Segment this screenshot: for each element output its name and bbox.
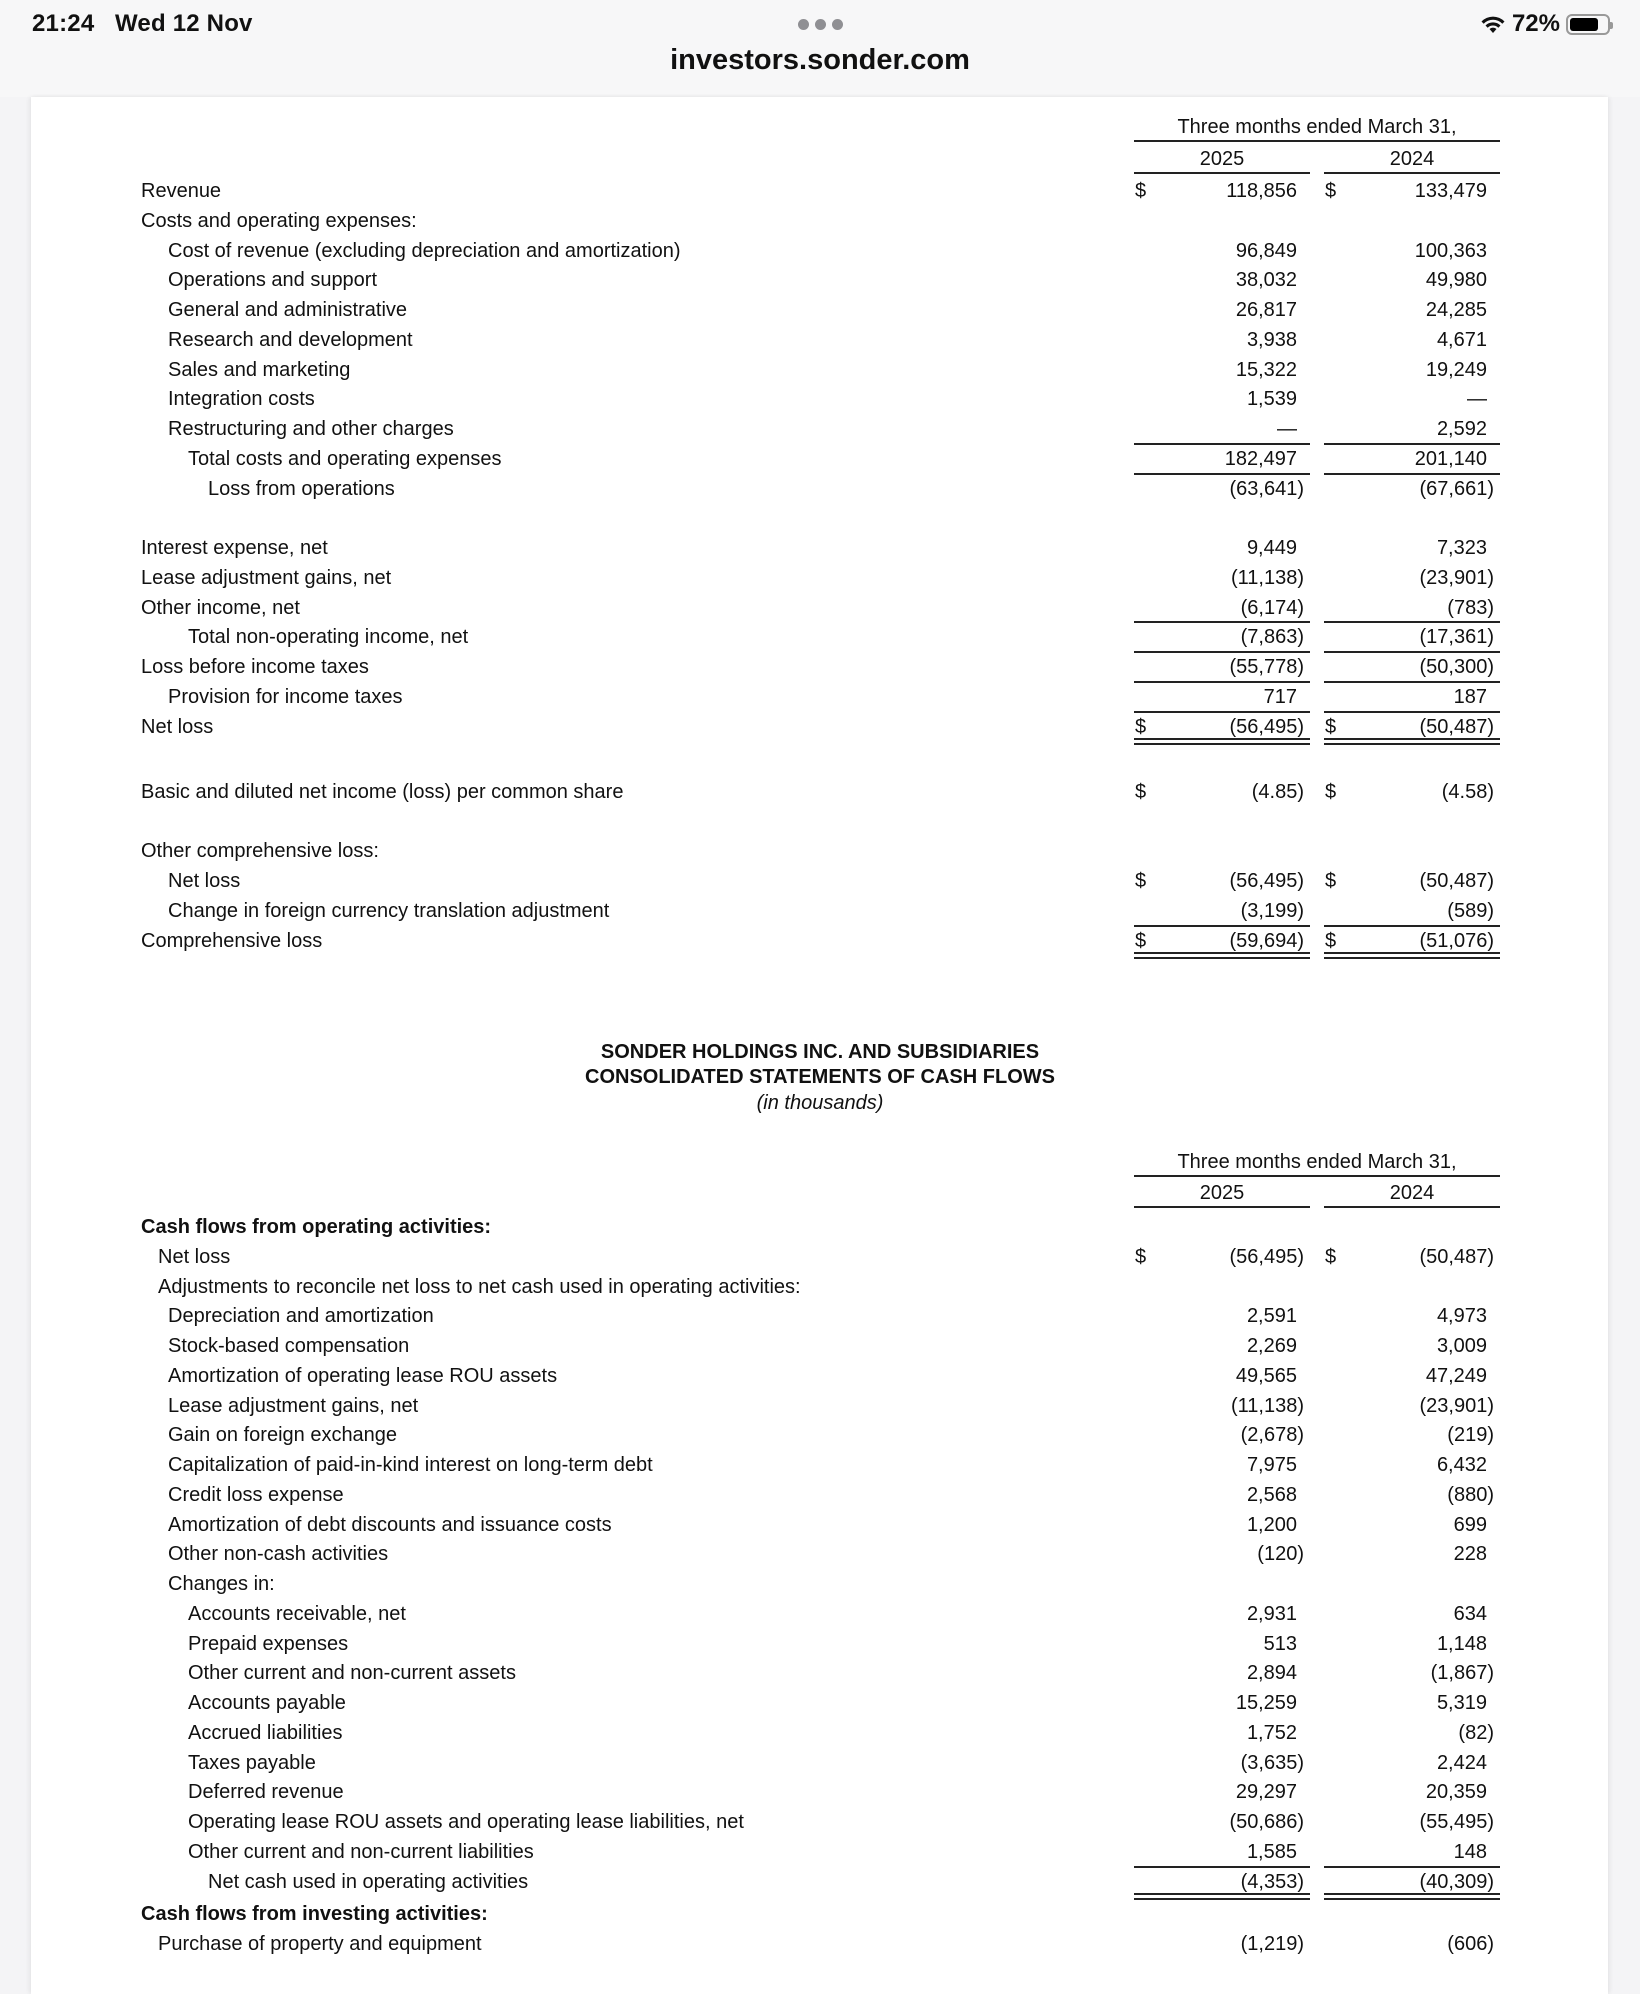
cash-period-header: Three months ended March 31,	[1177, 1151, 1457, 1173]
value-2025: 182,497	[1224, 447, 1297, 470]
row-label: Stock-based compensation	[168, 1335, 410, 1357]
value-2024: 4,973	[1436, 1305, 1487, 1328]
value-2025: (50,686)	[1229, 1811, 1304, 1833]
value-2024: 7,323	[1436, 537, 1487, 559]
row-label: Prepaid expenses	[188, 1632, 349, 1655]
currency-symbol: $	[1325, 180, 1337, 202]
value-2025: 15,322	[1235, 358, 1297, 381]
cash-year-2025: 2025	[1199, 1182, 1245, 1204]
value-2025: 2,269	[1246, 1335, 1297, 1357]
value-2024: (51,076)	[1419, 929, 1494, 952]
table-row	[0, 1930, 1640, 1958]
row-label: Research and development	[168, 328, 413, 351]
date: Wed 12 Nov	[115, 10, 253, 37]
row-label: Purchase of property and equipment	[158, 1932, 482, 1955]
table-row	[0, 534, 1640, 562]
value-2025: (63,641)	[1229, 477, 1304, 500]
units-subtitle: (in thousands)	[756, 1092, 884, 1114]
currency-symbol: $	[1325, 1245, 1337, 1268]
row-label: Loss from operations	[208, 477, 395, 500]
currency-symbol: $	[1325, 870, 1337, 893]
value-2025: (56,495)	[1229, 715, 1304, 738]
underline	[1324, 473, 1500, 475]
row-label: Other current and non-current assets	[188, 1662, 516, 1685]
row-label: Net loss	[168, 870, 241, 893]
row-label: Capitalization of paid-in-kind interest on long-term debt	[168, 1454, 653, 1476]
table-row	[0, 1570, 1640, 1598]
double-underline	[1324, 1898, 1500, 1900]
table-row	[0, 415, 1640, 443]
income-year-2024: 2024	[1389, 148, 1435, 170]
value-2025: (2,678)	[1240, 1424, 1304, 1447]
clock: 21:24	[32, 10, 95, 37]
battery-icon	[1566, 14, 1610, 35]
value-2024: 148	[1453, 1840, 1487, 1863]
row-label: Provision for income taxes	[168, 685, 403, 708]
value-2025: 118,856	[1226, 180, 1297, 202]
address-bar[interactable]: investors.sonder.com	[670, 44, 970, 76]
row-label: Accounts payable	[188, 1692, 346, 1714]
row-label: Accounts receivable, net	[188, 1602, 406, 1625]
table-row	[0, 1273, 1640, 1301]
value-2024: 100,363	[1414, 239, 1487, 262]
double-underline	[1324, 738, 1500, 740]
divider	[1134, 172, 1310, 174]
table-row	[0, 897, 1640, 925]
row-label: Lease adjustment gains, net	[141, 566, 392, 589]
row-label: Accrued liabilities	[188, 1721, 343, 1744]
divider	[1134, 140, 1500, 142]
battery-percent: 72%	[1511, 10, 1560, 37]
table-row	[0, 475, 1640, 503]
value-2024: (23,901)	[1419, 1394, 1494, 1417]
underline	[1324, 651, 1500, 653]
row-label: Operations and support	[168, 269, 378, 292]
value-2025: (120)	[1257, 1543, 1304, 1566]
table-row	[0, 653, 1640, 681]
table-row	[0, 1749, 1640, 1777]
value-2025: —	[1277, 418, 1297, 440]
row-label: Total costs and operating expenses	[188, 447, 502, 470]
currency-symbol: $	[1135, 180, 1147, 202]
underline	[1324, 1866, 1500, 1868]
value-2024: 2,424	[1436, 1751, 1487, 1774]
row-label: Other current and non-current liabilities	[188, 1840, 534, 1863]
row-label: Amortization of operating lease ROU assets	[168, 1364, 558, 1387]
row-label: Total non-operating income, net	[188, 626, 469, 649]
table-row	[0, 1719, 1640, 1747]
value-2024: 133,479	[1414, 180, 1487, 202]
table-row	[0, 594, 1640, 622]
company-title: SONDER HOLDINGS INC. AND SUBSIDIARIES	[600, 1041, 1040, 1063]
table-row	[0, 237, 1640, 265]
value-2024: 24,285	[1425, 299, 1487, 321]
value-2024: (50,487)	[1419, 870, 1494, 893]
row-label: Lease adjustment gains, net	[168, 1394, 419, 1417]
divider	[1324, 172, 1500, 174]
table-row	[0, 207, 1640, 235]
table-row	[0, 1511, 1640, 1539]
table-row	[0, 837, 1640, 865]
table-row	[0, 683, 1640, 711]
value-2025: (3,199)	[1240, 899, 1304, 922]
more-dots-icon[interactable]	[798, 19, 843, 30]
value-2025: (11,138)	[1230, 566, 1304, 589]
value-2024: (40,309)	[1419, 1870, 1494, 1893]
row-label: Interest expense, net	[141, 537, 328, 559]
double-underline	[1324, 1893, 1500, 1895]
value-2024: 228	[1453, 1543, 1487, 1566]
underline	[1324, 925, 1500, 927]
row-label: Basic and diluted net income (loss) per common share	[141, 780, 624, 803]
row-label: Loss before income taxes	[141, 656, 369, 678]
value-2025: 717	[1263, 685, 1297, 708]
table-row	[0, 385, 1640, 413]
row-label: Deferred revenue	[188, 1781, 344, 1804]
underline	[1134, 651, 1310, 653]
income-year-2025: 2025	[1199, 148, 1245, 170]
value-2025: 2,931	[1246, 1602, 1297, 1625]
value-2025: (7,863)	[1240, 626, 1304, 649]
value-2025: 1,200	[1246, 1513, 1297, 1536]
underline	[1324, 621, 1500, 623]
value-2024: 4,671	[1436, 328, 1487, 351]
table-row	[0, 1213, 1640, 1241]
divider	[1134, 1206, 1310, 1208]
row-label: Other income, net	[141, 596, 300, 619]
double-underline	[1134, 743, 1310, 745]
status-time-date	[32, 10, 253, 38]
value-2025: 7,975	[1246, 1454, 1297, 1476]
wifi-icon	[1480, 14, 1506, 34]
table-row	[0, 177, 1640, 205]
row-label: Adjustments to reconcile net loss to net cash used in operating activities:	[158, 1275, 801, 1298]
table-row	[0, 1900, 1640, 1928]
value-2025: (1,219)	[1240, 1932, 1304, 1955]
row-label: Revenue	[141, 180, 222, 202]
value-2024: (50,487)	[1419, 715, 1494, 738]
currency-symbol: $	[1325, 929, 1337, 952]
row-label: Changes in:	[168, 1573, 275, 1595]
double-underline	[1134, 952, 1310, 954]
row-label: Restructuring and other charges	[168, 418, 454, 440]
value-2025: 3,938	[1246, 328, 1297, 351]
value-2024: 49,980	[1425, 269, 1487, 292]
double-underline	[1134, 957, 1310, 959]
value-2024: (17,361)	[1419, 626, 1494, 649]
value-2024: —	[1467, 388, 1487, 411]
value-2025: 49,565	[1235, 1364, 1297, 1387]
row-label: Operating lease ROU assets and operating lease liabilities, net	[188, 1811, 744, 1833]
table-row	[0, 1362, 1640, 1390]
value-2025: 1,539	[1246, 388, 1297, 411]
table-row	[0, 1838, 1640, 1866]
table-row	[0, 867, 1640, 895]
double-underline	[1324, 957, 1500, 959]
row-label: Other non-cash activities	[168, 1543, 389, 1566]
underline	[1134, 443, 1310, 445]
table-row	[0, 1778, 1640, 1806]
currency-symbol: $	[1135, 929, 1147, 952]
value-2025: 96,849	[1235, 239, 1297, 262]
value-2024: (783)	[1447, 596, 1494, 619]
table-row	[0, 1808, 1640, 1836]
value-2025: (4.85)	[1251, 780, 1304, 803]
divider	[1324, 1206, 1500, 1208]
value-2024: (589)	[1447, 899, 1494, 922]
underline	[1134, 681, 1310, 683]
value-2024: (219)	[1447, 1424, 1494, 1447]
row-label: Integration costs	[168, 388, 315, 411]
cash-year-2024: 2024	[1389, 1182, 1435, 1204]
double-underline	[1134, 1893, 1310, 1895]
value-2025: 26,817	[1235, 299, 1297, 321]
value-2025: (55,778)	[1229, 656, 1304, 678]
value-2024: 6,432	[1436, 1454, 1487, 1476]
table-row	[0, 1540, 1640, 1568]
value-2025: 38,032	[1235, 269, 1297, 292]
double-underline	[1324, 743, 1500, 745]
row-label: Sales and marketing	[168, 358, 351, 381]
currency-symbol: $	[1325, 780, 1337, 803]
value-2025: (56,495)	[1229, 870, 1304, 893]
value-2024: (50,487)	[1419, 1245, 1494, 1268]
value-2025: 2,591	[1246, 1305, 1297, 1328]
divider	[1134, 1175, 1500, 1177]
currency-symbol: $	[1135, 870, 1147, 893]
value-2024: 201,140	[1414, 447, 1487, 470]
table-row	[0, 1302, 1640, 1330]
row-label: Net cash used in operating activities	[208, 1870, 529, 1893]
value-2025: 29,297	[1235, 1781, 1297, 1804]
value-2025: 1,752	[1246, 1721, 1297, 1744]
currency-symbol: $	[1135, 780, 1147, 803]
row-label: Credit loss expense	[168, 1483, 344, 1506]
value-2024: (1,867)	[1430, 1662, 1494, 1685]
value-2024: 187	[1453, 685, 1487, 708]
value-2025: (3,635)	[1240, 1751, 1304, 1774]
underline	[1324, 443, 1500, 445]
row-label: Net loss	[158, 1245, 231, 1268]
currency-symbol: $	[1325, 715, 1337, 738]
double-underline	[1134, 1898, 1310, 1900]
statement-title: CONSOLIDATED STATEMENTS OF CASH FLOWS	[585, 1066, 1055, 1088]
table-row	[0, 1600, 1640, 1628]
value-2024: 20,359	[1425, 1781, 1487, 1804]
double-underline	[1134, 738, 1310, 740]
underline	[1134, 473, 1310, 475]
value-2024: 5,319	[1436, 1692, 1487, 1714]
status-bar	[0, 0, 1640, 97]
table-row	[0, 296, 1640, 324]
underline	[1324, 711, 1500, 713]
double-underline	[1324, 952, 1500, 954]
value-2024: (23,901)	[1419, 566, 1494, 589]
row-label: Net loss	[141, 715, 214, 738]
table-row	[0, 1659, 1640, 1687]
table-row	[0, 356, 1640, 384]
value-2024: 47,249	[1425, 1364, 1487, 1387]
value-2024: (880)	[1447, 1483, 1494, 1506]
row-label: Cash flows from operating activities:	[141, 1216, 492, 1238]
table-row	[0, 266, 1640, 294]
value-2024: (606)	[1447, 1932, 1494, 1955]
row-label: General and administrative	[168, 299, 408, 321]
income-period-header: Three months ended March 31,	[1177, 116, 1457, 138]
value-2024: 3,009	[1436, 1335, 1487, 1357]
table-row	[0, 713, 1640, 741]
table-row	[0, 623, 1640, 651]
status-indicators	[1480, 10, 1610, 38]
value-2024: (82)	[1458, 1721, 1494, 1744]
underline	[1134, 711, 1310, 713]
value-2024: (4.58)	[1441, 780, 1494, 803]
table-row	[0, 445, 1640, 473]
table-row	[0, 1451, 1640, 1479]
value-2025: (56,495)	[1229, 1245, 1304, 1268]
value-2024: 19,249	[1425, 358, 1487, 381]
underline	[1134, 1866, 1310, 1868]
row-label: Cash flows from investing activities:	[141, 1903, 488, 1926]
value-2025: 2,894	[1246, 1662, 1297, 1685]
value-2025: 513	[1263, 1632, 1297, 1655]
value-2024: (67,661)	[1419, 477, 1494, 500]
table-row	[0, 1481, 1640, 1509]
table-row	[0, 1243, 1640, 1271]
value-2024: 699	[1453, 1513, 1487, 1536]
value-2024: 634	[1453, 1602, 1487, 1625]
table-row	[0, 927, 1640, 955]
value-2025: (59,694)	[1229, 929, 1304, 952]
table-row	[0, 1421, 1640, 1449]
value-2024: (55,495)	[1419, 1811, 1494, 1833]
underline	[1134, 925, 1310, 927]
value-2025: 2,568	[1246, 1483, 1297, 1506]
table-row	[0, 1392, 1640, 1420]
underline	[1324, 681, 1500, 683]
row-label: Gain on foreign exchange	[168, 1424, 398, 1447]
table-row	[0, 326, 1640, 354]
value-2024: 2,592	[1436, 418, 1487, 440]
row-label: Change in foreign currency translation adjustment	[168, 899, 610, 922]
value-2025: 9,449	[1246, 537, 1297, 559]
currency-symbol: $	[1135, 715, 1147, 738]
table-row	[0, 1689, 1640, 1717]
row-label: Depreciation and amortization	[168, 1305, 434, 1328]
value-2025: (11,138)	[1230, 1394, 1304, 1417]
table-row	[0, 1630, 1640, 1658]
row-label: Amortization of debt discounts and issuance costs	[168, 1513, 612, 1536]
value-2025: 1,585	[1246, 1840, 1297, 1863]
table-row	[0, 564, 1640, 592]
value-2025: (6,174)	[1240, 596, 1304, 619]
currency-symbol: $	[1135, 1245, 1147, 1268]
underline	[1134, 621, 1310, 623]
row-label: Cost of revenue (excluding depreciation and amortization)	[168, 239, 681, 262]
row-label: Costs and operating expenses:	[141, 209, 417, 232]
row-label: Taxes payable	[188, 1751, 316, 1774]
row-label: Comprehensive loss	[141, 929, 323, 952]
value-2025: 15,259	[1235, 1692, 1297, 1714]
row-label: Other comprehensive loss:	[141, 840, 379, 863]
value-2024: 1,148	[1436, 1632, 1487, 1655]
table-row	[0, 1868, 1640, 1896]
value-2024: (50,300)	[1419, 656, 1494, 678]
table-row	[0, 778, 1640, 806]
value-2025: (4,353)	[1240, 1870, 1304, 1893]
table-row	[0, 1332, 1640, 1360]
